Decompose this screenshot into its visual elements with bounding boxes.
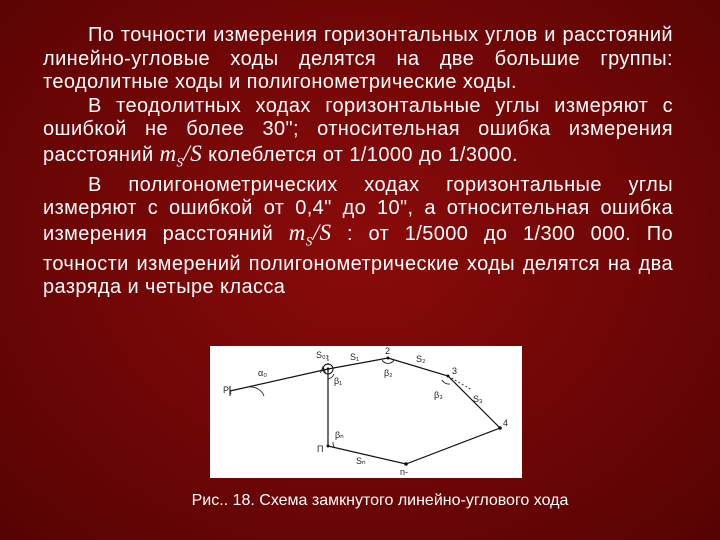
point-n [404,462,408,466]
label-s01: S₀₁ [316,350,329,360]
label-beta3: β₃ [434,390,443,400]
paragraph-1: По точности измерения горизонтальных углов и расстояний линейно-угловые ходы делятся на две большие группы: теодолитные ходы и полигонометрические ходы. [43,24,673,93]
point-n1 [327,445,330,448]
label-4: 4 [503,418,509,428]
label-nn: n- [400,467,409,477]
main-text [43,24,673,300]
traverse-diagram [210,346,522,478]
label-s1: S₁ [350,352,360,362]
paragraph-2-after: колеблется от 1/1000 до 1/3000. [208,143,518,166]
paragraph-2 [43,95,673,174]
label-alpha0: α₀ [258,368,267,378]
relative-error-formula-2: $m_S/S$ [288,219,332,249]
label-s2: S₂ [416,354,426,364]
point-2 [387,357,390,360]
label-p1: Р₁ [223,385,233,395]
label-a: А [320,365,327,375]
point-4 [498,426,502,430]
label-s3: S₃ [473,394,483,404]
paragraph-3-after: : от 1/5000 до 1/300 000. По точности измерений полигонометрические ходы делятся на два разряда и четыре класса [43,222,673,299]
label-beta2: β₂ [384,368,393,378]
label-sn: Sₙ [356,456,366,466]
paragraph-2-before: В теодолитных ходах горизонтальные углы измеряют с ошибкой не более 30"; относительная ошибка измерения расстояний [43,94,673,166]
paragraph-3-before: В полигонометрических ходах горизонтальные углы измеряют с ошибкой от 0,4" до 10", а относительная ошибка измерения расстояний [43,173,673,245]
label-3: 3 [452,366,458,376]
label-betan: βₙ [335,430,344,440]
paragraph-3 [43,174,673,300]
relative-error-formula: $m_S/S$ [159,140,203,170]
diagram-line-p1-a [230,369,328,391]
label-2: 2 [385,346,391,356]
label-beta1: β₁ [334,376,343,386]
figure-caption: Рис.. 18. Схема замкнутого линейно-углового хода [191,492,569,509]
point-3 [447,375,450,378]
diagram-traverse [328,358,500,464]
label-p11: П [317,444,324,454]
